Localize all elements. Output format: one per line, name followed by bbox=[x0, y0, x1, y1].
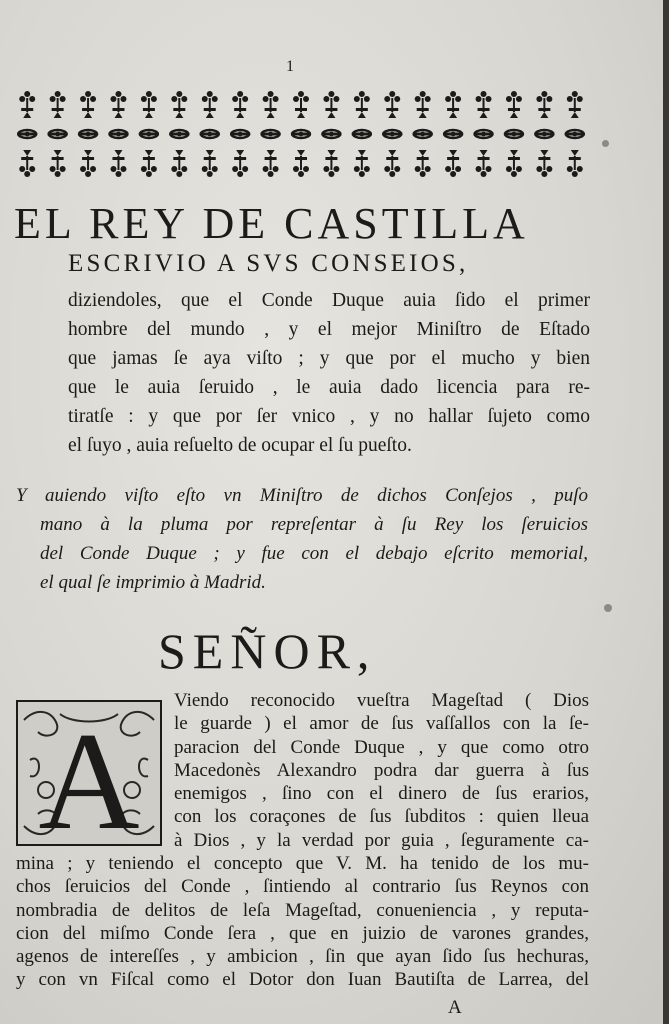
ornament-knot bbox=[321, 130, 341, 138]
text-line: à Dios , y la verdad por guia , ſeguramente ca- bbox=[174, 829, 589, 851]
printers-ornament-band bbox=[12, 88, 590, 180]
ornament-fleuron bbox=[354, 150, 370, 177]
ornament-fleuron bbox=[171, 150, 187, 177]
ornament-fleuron bbox=[384, 91, 400, 118]
ornament-fleuron bbox=[354, 91, 370, 118]
ornament-fleuron bbox=[263, 150, 279, 177]
ornament-knot bbox=[534, 130, 554, 138]
text-line: el ſuyo , auia reſuelto de ocupar el ſu pueſto. bbox=[68, 435, 412, 456]
ornament-fleuron bbox=[476, 150, 492, 177]
ornament-knot bbox=[413, 130, 433, 138]
ornament-knot bbox=[108, 130, 128, 138]
ornament-fleuron bbox=[506, 91, 522, 118]
ornament-fleuron bbox=[232, 150, 248, 177]
ornament-fleuron bbox=[323, 150, 339, 177]
ornament-knot bbox=[474, 130, 494, 138]
ornament-fleuron bbox=[50, 91, 66, 118]
ornament-knot bbox=[48, 130, 68, 138]
ornament-knot bbox=[565, 130, 585, 138]
ornament-knot bbox=[230, 130, 250, 138]
text-line: enemigos , ſino con el dinero de ſus erarios, bbox=[174, 783, 589, 805]
text-line: agenos de intereſſes , y ambicion , ſin que ayan ſido ſus hechuras, bbox=[16, 946, 589, 968]
ornament-fleuron bbox=[536, 150, 552, 177]
ornament-fleuron bbox=[141, 150, 157, 177]
text-line: le guarde ) el amor de ſus vaſſallos con la ſe- bbox=[174, 713, 589, 735]
ornament-knot bbox=[78, 130, 98, 138]
ornament-fleuron bbox=[141, 91, 157, 118]
text-line: mina ; y teniendo el concepto que V. M. ha tenido de los mu- bbox=[16, 853, 589, 874]
ornament-fleuron bbox=[80, 91, 96, 118]
initial-letter: A bbox=[38, 704, 140, 846]
salutation: SEÑOR, bbox=[158, 623, 377, 679]
ornament-fleuron bbox=[19, 91, 35, 118]
ornament-fleuron bbox=[110, 150, 126, 177]
ornament-knot bbox=[382, 130, 402, 138]
ornament-fleuron bbox=[19, 150, 35, 177]
text-line: del Conde Duque ; y fue con el debajo eſcrito memorial, bbox=[40, 543, 588, 564]
page-edge-shadow bbox=[663, 0, 669, 1024]
ornament-fleuron bbox=[293, 150, 309, 177]
ornament-fleuron bbox=[445, 150, 461, 177]
ornament-fleuron bbox=[415, 91, 431, 118]
ornament-knot bbox=[352, 130, 372, 138]
ornament-knot bbox=[17, 130, 37, 138]
ornament-fleuron bbox=[171, 91, 187, 118]
text-line: el qual ſe imprimio à Madrid. bbox=[40, 572, 266, 593]
text-line: tiratſe : y que por ſer vnico , y no hallar ſujeto como bbox=[68, 406, 590, 427]
ornament-knot bbox=[443, 130, 463, 138]
ornament-fleuron bbox=[415, 150, 431, 177]
text-line: que le auia ſeruido , le auia dado licencia para re- bbox=[68, 377, 590, 398]
text-line: que jamas ſe aya viſto ; y que por el mucho y bien bbox=[68, 348, 590, 369]
ornament-fleuron bbox=[110, 91, 126, 118]
ornament-knot bbox=[291, 130, 311, 138]
ornament-knot bbox=[139, 130, 159, 138]
ornament-fleuron bbox=[263, 91, 279, 118]
ornament-fleuron bbox=[567, 91, 583, 118]
ornament-fleuron bbox=[202, 150, 218, 177]
text-line: hombre del mundo , y el mejor Miniſtro de Eſtado bbox=[68, 319, 590, 340]
petition-paragraph-continuation bbox=[16, 852, 589, 992]
title-heading: EL REY DE CASTILLA bbox=[14, 199, 529, 248]
text-line: nombradia de delitos de leſa Mageſtad, conueniencia , y reputa- bbox=[16, 899, 589, 921]
ornament-knot bbox=[200, 130, 220, 138]
text-line: chos ſeruicios del Conde , ſintiendo al contrario ſus Reynos con bbox=[16, 876, 589, 898]
ornament-knot bbox=[261, 130, 281, 138]
ornament-fleuron bbox=[323, 91, 339, 118]
ornament-knot bbox=[169, 130, 189, 138]
ornament-fleuron bbox=[506, 150, 522, 177]
text-line: Viendo reconocido vueſtra Mageſtad ( Dios bbox=[174, 690, 589, 711]
ornament-fleuron bbox=[202, 91, 218, 118]
text-line: y con vn Fiſcal como el Dotor don Iuan Bautiſta de Larrea, del bbox=[16, 969, 589, 991]
ink-spot bbox=[604, 604, 612, 612]
decorated-initial bbox=[16, 700, 162, 846]
ink-spot bbox=[602, 140, 609, 147]
text-line: mano à la pluma por repreſentar à ſu Rey los ſeruicios bbox=[40, 514, 588, 535]
text-line: con los coraçones de ſus ſubditos : quien lleua bbox=[174, 806, 589, 828]
text-line: paracion del Conde Duque , y que como otro bbox=[174, 736, 589, 758]
text-line: Macedonès Alexandro podra dar guerra à ſus bbox=[174, 759, 589, 781]
italic-introduction bbox=[16, 481, 588, 597]
petition-paragraph-start bbox=[174, 689, 589, 852]
ornament-knot bbox=[504, 130, 524, 138]
ornament-fleuron bbox=[80, 150, 96, 177]
text-line: diziendoles, que el Conde Duque auia ſido el primer bbox=[68, 290, 590, 311]
heading-continuation bbox=[68, 286, 590, 460]
folio-number: 1 bbox=[286, 58, 294, 75]
ornament-fleuron bbox=[476, 91, 492, 118]
text-line: cion del miſmo Conde ſera , que en juizio de varones grandes, bbox=[16, 922, 589, 944]
ornament-fleuron bbox=[384, 150, 400, 177]
ornament-fleuron bbox=[232, 91, 248, 118]
ornament-fleuron bbox=[567, 150, 583, 177]
subtitle-heading: ESCRIVIO A SVS CONSEIOS, bbox=[68, 250, 469, 277]
ornament-fleuron bbox=[50, 150, 66, 177]
text-line: Y auiendo viſto eſto vn Miniſtro de dichos Conſejos , puſo bbox=[16, 485, 588, 506]
ornament-fleuron bbox=[536, 91, 552, 118]
catchword: A bbox=[448, 997, 462, 1018]
ornament-fleuron bbox=[445, 91, 461, 118]
ornament-fleuron bbox=[293, 91, 309, 118]
